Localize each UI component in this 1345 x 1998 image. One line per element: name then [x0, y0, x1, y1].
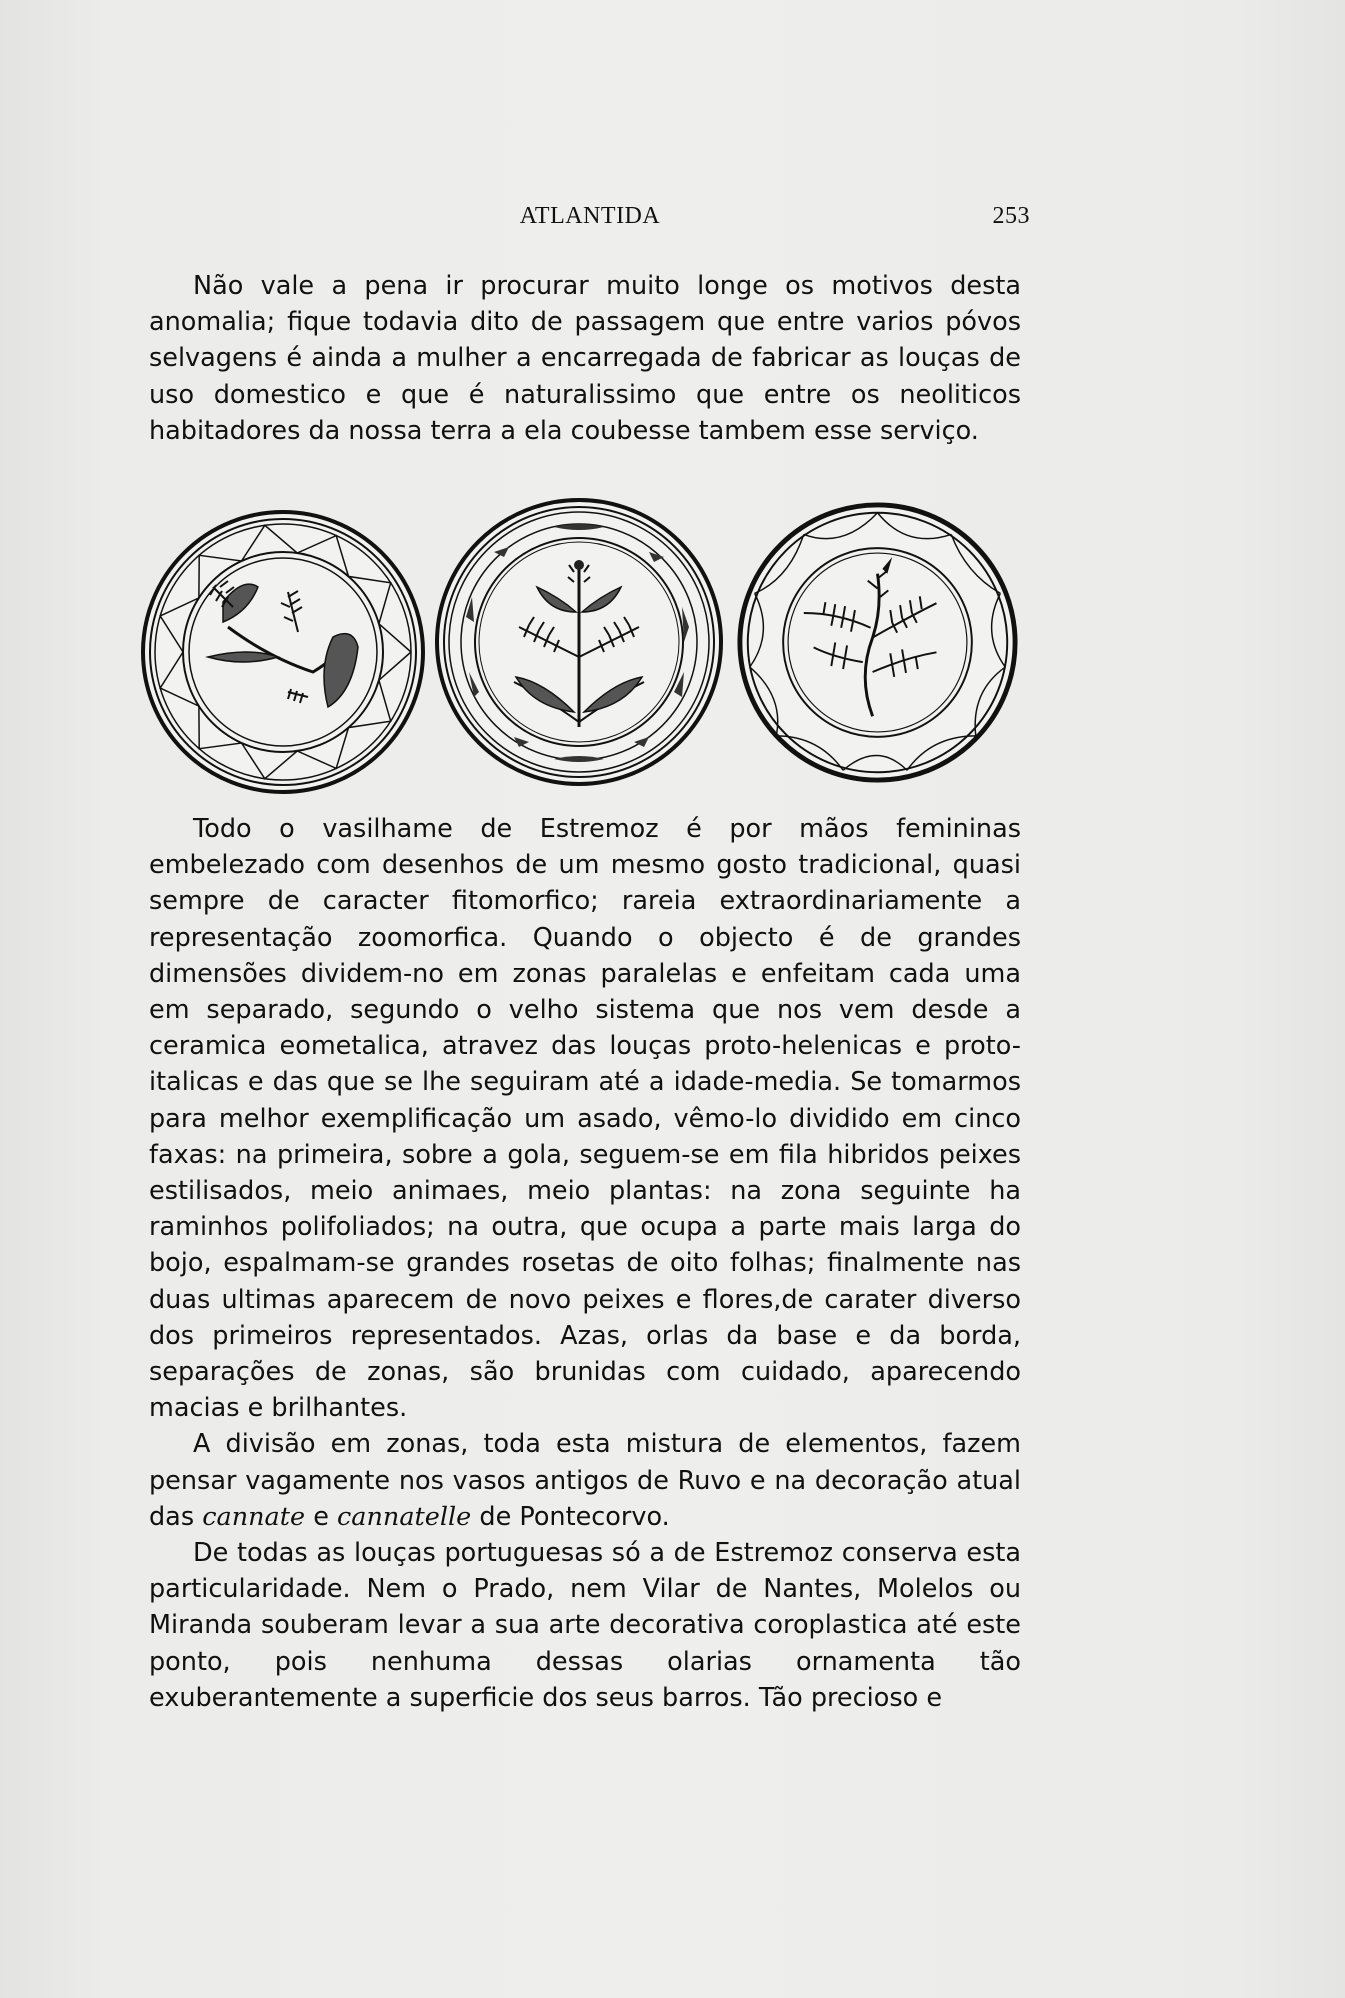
paragraph-vasilhame: Todo o vasilhame de Estremoz é por mãos femininas embelezado com desenhos de um mesmo gosto tradicional, quasi sempre de caracter fitomorfico; rareia extraordinariamente a representação zoomorfica. Quando o objecto é de grandes dimensões dividem-no em zonas paralelas e enfeitam cada uma em separado, segundo o velho sistema que nos vem desde a ceramica eometalica, atravez das louças proto-helenicas e proto-italicas e das que se lhe seguiram até a idade-media. Se tomarmos para melhor exemplificação um asado, vêmo-lo dividido em cinco faxas: na primeira, sobre a gola, seguem-se em fila hibridos peixes estilisados, meio animaes, meio plantas: na zona seguinte ha raminhos polifoliados; na outra, que ocupa a parte mais larga do bojo, espalmam-se grandes rosetas de oito folhas; finalmente nas duas ultimas aparecem de novo peixes e flores,de carater diverso dos primeiros representados. Azas, orlas da base e da borda, separações de zonas, são brunidas com cuidado, aparecendo macias e brilhantes.	[149, 814, 1021, 1424]
opening-paragraph-block	[149, 268, 1021, 449]
plate-center-drawing	[434, 497, 724, 787]
paragraph-opening: Não vale a pena ir procurar muito longe os motivos desta anomalia; fique todavia dito de passagem que entre varios póvos selvagens é ainda a mulher a encarregada de fabricar as louças de uso domestico e que é naturalissimo que entre os neoliticos habitadores da nossa terra a ela coubesse tambem esse serviço.	[149, 271, 1021, 446]
running-title: ATLANTIDA	[519, 203, 661, 229]
plate-left-illustration	[138, 507, 428, 797]
plate-center-illustration	[434, 497, 724, 787]
paragraph-divisao-text-1: A divisão em zonas, toda esta mistura de elementos, fazem pensar vagamente nos vasos antigos de Ruvo e na decoração atual das	[149, 1429, 1021, 1532]
paragraph-divisao-text-2: e	[305, 1501, 337, 1532]
paragraph-divisao	[149, 1426, 1021, 1535]
running-head	[150, 203, 1030, 233]
plate-right-illustration	[735, 500, 1020, 785]
main-text-block	[149, 811, 1021, 1716]
italic-term-cannate: cannate	[202, 1501, 306, 1532]
paragraph-divisao-text-3: de Pontecorvo.	[471, 1501, 670, 1532]
plates-illustration	[138, 497, 1028, 792]
plate-right-drawing	[735, 500, 1020, 785]
plate-left-drawing	[138, 507, 428, 797]
page-number: 253	[992, 203, 1030, 229]
paragraph-louças: De todas as louças portuguesas só a de Estremoz conserva esta particularidade. Nem o Prado, nem Vilar de Nantes, Molelos ou Miranda souberam levar a sua arte decorativa coroplastica até este ponto, pois nenhuma dessas olarias ornamenta tão exuberantemente a superficie dos seus barros. Tão precioso e	[149, 1538, 1021, 1713]
italic-term-cannatelle: cannatelle	[337, 1501, 472, 1532]
